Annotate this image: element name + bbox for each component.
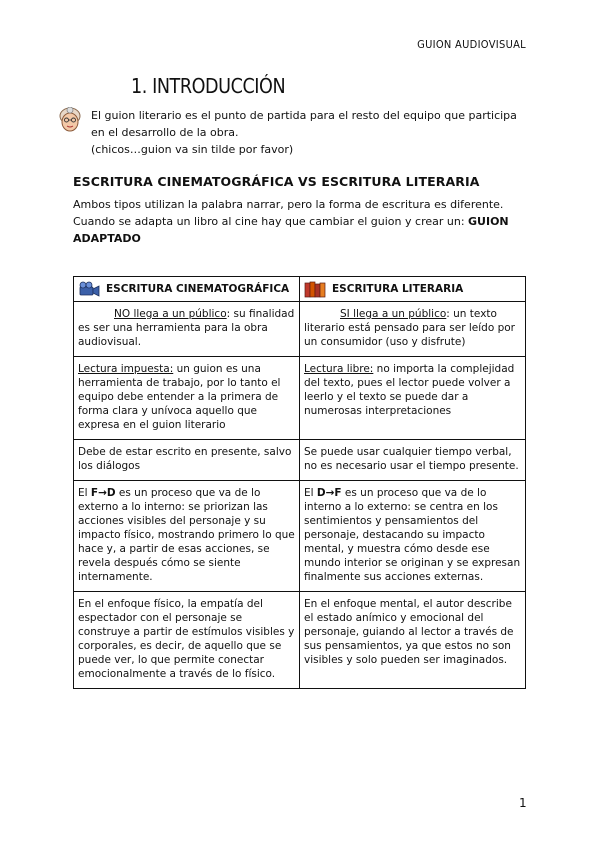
cell-text: En el enfoque mental, el autor describe el estado anímico y emocional del personaje, guiando al lector a través de sus pensamientos, ya que estos no son visibles y solo pueden ser imaginados.	[304, 598, 514, 666]
books-icon	[304, 280, 326, 298]
table-row	[74, 440, 526, 481]
paragraph-line: Ambos tipos utilizan la palabra narrar, pero la forma de escritura es diferente.	[73, 198, 504, 211]
cell-text: El	[304, 487, 317, 499]
cell-bold: D→F	[316, 487, 342, 499]
paragraph-line	[73, 213, 533, 230]
intro-note: (chicos…guion va sin tilde por favor)	[91, 143, 294, 156]
cell-lead: NO llega a un público	[114, 308, 227, 320]
cell-text: es un proceso que va de lo interno a lo externo: se centra en los sentimientos y pensamientos del personaje, destacando su impacto mental, y muestra cómo desde ese mundo interior se originan y se expresan finalmente sus acciones externas.	[304, 487, 521, 583]
table-row	[74, 592, 526, 689]
cell-lead: Lectura libre:	[304, 363, 374, 375]
cell-text: Debe de estar escrito en presente, salvo los diálogos	[78, 446, 292, 472]
table-cell	[300, 592, 526, 689]
cell-text: no importa la complejidad del texto, pues el lector puede volver a leerlo y el texto se puede dar a numerosas interpretaciones	[304, 363, 515, 417]
film-camera-icon	[78, 281, 100, 297]
table-cell	[74, 440, 300, 481]
cell-text: : su finalidad es ser una herramienta para la obra audiovisual.	[78, 308, 295, 348]
paragraph-line	[73, 230, 533, 247]
col-header-label: ESCRITURA LITERARIA	[332, 283, 464, 295]
intro-paragraph	[91, 107, 531, 158]
page-number: 1	[519, 796, 527, 810]
cell-text: Se puede usar cualquier tiempo verbal, no es necesario usar el tiempo presente.	[304, 446, 519, 472]
cell-text: En el enfoque físico, la empatía del espectador con el personaje se construye a partir de estímulos visibles y corporales, es decir, de aquello que se puede ver, lo que permite conectar emocionalmente a través de lo físico.	[78, 598, 295, 680]
table-cell	[300, 481, 526, 592]
table-cell	[300, 357, 526, 440]
table-row	[74, 481, 526, 592]
table-cell	[74, 302, 300, 357]
comparison-paragraph	[73, 196, 533, 247]
col-header-literary	[300, 277, 526, 302]
cell-text: es un proceso que va de lo externo a lo interno: se priorizan las acciones visibles del personaje y su impacto físico, mostrando primero lo que hace y, a partir de esas acciones, se revela después cómo se siente internamente.	[78, 487, 295, 583]
table-row	[74, 302, 526, 357]
section-title: 1. INTRODUCCIÓN	[131, 74, 286, 98]
cell-text: un guion es una herramienta de trabajo, por lo tanto el equipo debe entender a la primera de forma clara y unívoca aquello que expresa en el guion literario	[78, 363, 281, 431]
table-cell	[300, 302, 526, 357]
table-cell	[74, 481, 300, 592]
cell-lead: Lectura impuesta:	[78, 363, 174, 375]
cell-bold: F→D	[90, 487, 116, 499]
running-header: GUION AUDIOVISUAL	[417, 38, 526, 51]
comparison-table	[73, 276, 526, 689]
cell-text: El	[78, 487, 91, 499]
col-header-label: ESCRITURA CINEMATOGRÁFICA	[106, 283, 290, 295]
table-row	[74, 357, 526, 440]
bold-term: GUION	[468, 215, 509, 228]
cell-lead: SI llega a un público	[340, 308, 447, 320]
grandmother-face-icon	[58, 107, 82, 133]
bold-term: ADAPTADO	[73, 232, 141, 245]
subsection-heading: ESCRITURA CINEMATOGRÁFICA VS ESCRITURA LITERARIA	[73, 174, 480, 189]
table-cell	[74, 357, 300, 440]
table-header-row	[74, 277, 526, 302]
col-header-cinematic	[74, 277, 300, 302]
paragraph-text: Cuando se adapta un libro al cine hay que cambiar el guion y crear un:	[73, 215, 469, 228]
intro-line: en el desarrollo de la obra.	[91, 126, 239, 139]
table-cell	[300, 440, 526, 481]
table-cell	[74, 592, 300, 689]
cell-text: : un texto literario está pensado para ser leído por un consumidor (uso y disfrute)	[304, 308, 515, 348]
intro-line: El guion literario es el punto de partida para el resto del equipo que participa	[91, 109, 517, 122]
